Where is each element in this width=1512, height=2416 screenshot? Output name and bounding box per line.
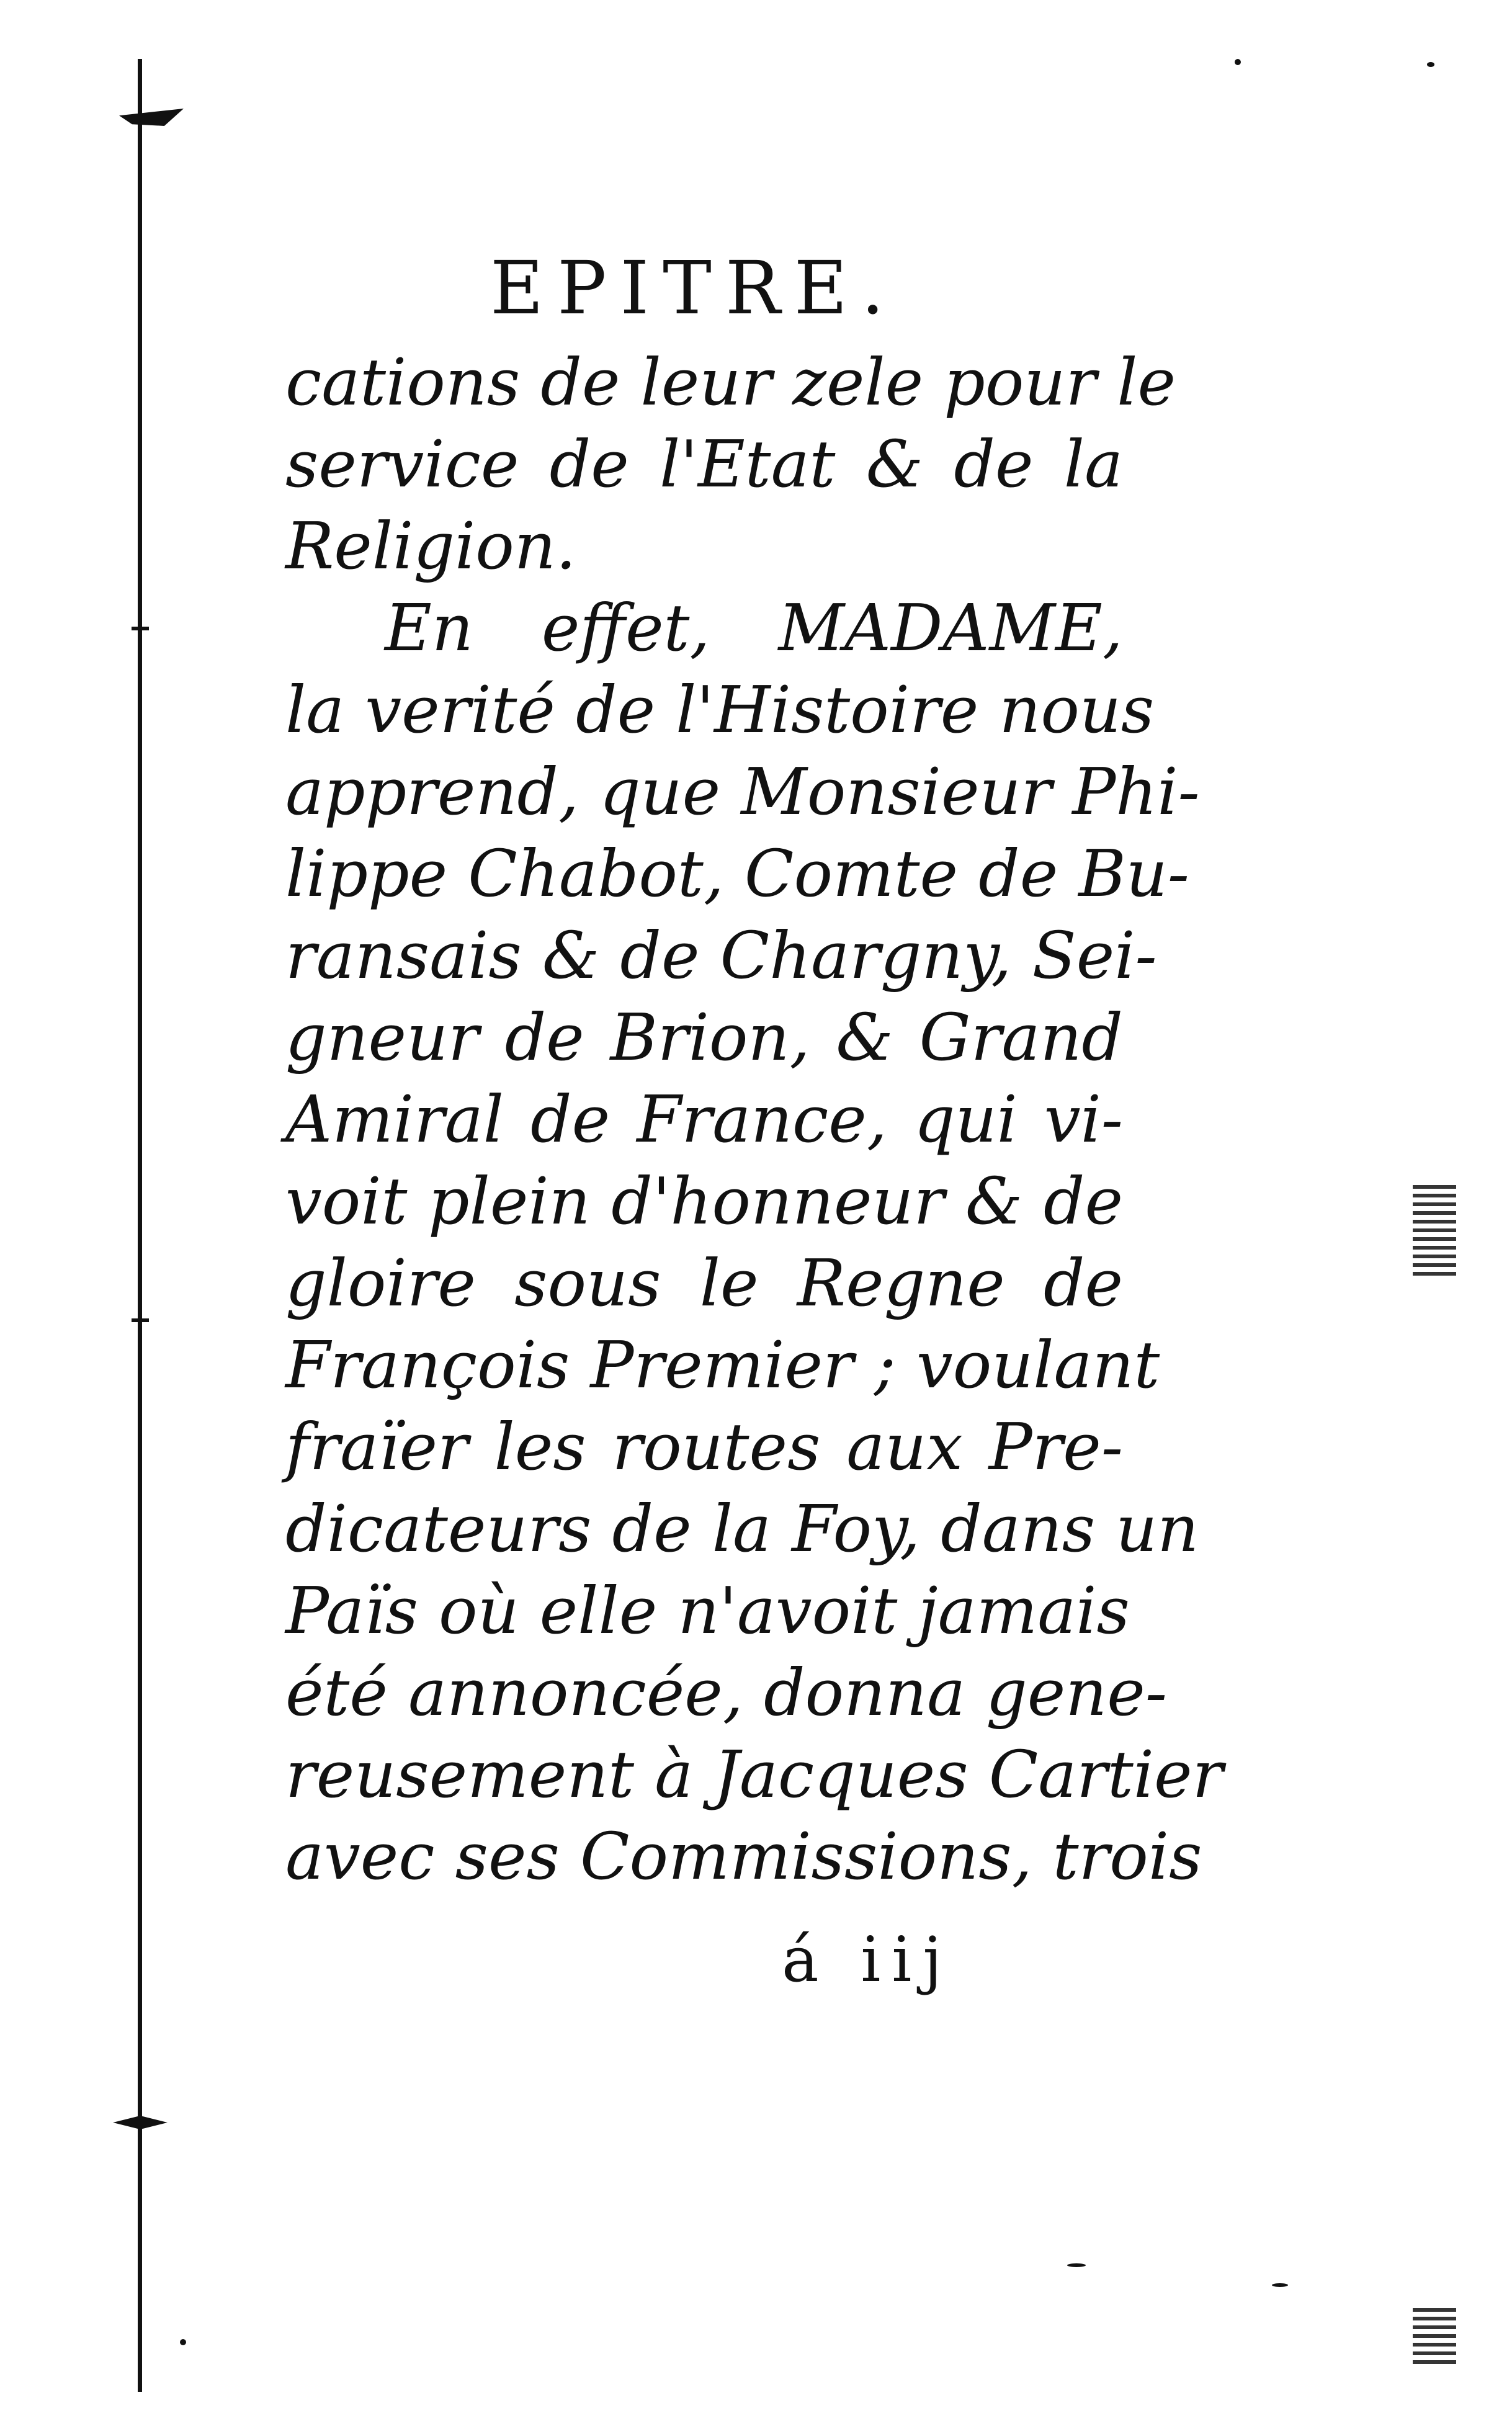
- scan-speck: [1272, 2283, 1288, 2287]
- text-line: François Premier ; voulant: [285, 1327, 1160, 1403]
- text-line: reusement à Jacques Cartier: [285, 1737, 1223, 1812]
- text-line: Païs où elle n'avoit jamais: [285, 1573, 1130, 1649]
- text-line: avec ses Commissions, trois: [285, 1819, 1202, 1894]
- binding-rule: [138, 59, 142, 2392]
- text-line: fraïer les routes aux Pre-: [285, 1409, 1123, 1485]
- text-line: En effet, MADAME,: [385, 590, 1123, 666]
- scan-speck: [1067, 2263, 1086, 2267]
- text-line: dicateurs de la Foy, dans un: [285, 1491, 1199, 1567]
- binding-tick: [132, 1318, 149, 1322]
- scan-speck: [180, 2339, 186, 2345]
- text-line: été annoncée, donna gene-: [285, 1655, 1167, 1730]
- text-line: gneur de Brion, & Grand: [285, 1000, 1123, 1075]
- scan-speck: [1235, 59, 1241, 65]
- binding-tick: [132, 627, 149, 630]
- text-line: gloire sous le Regne de: [285, 1245, 1123, 1321]
- edge-scan-noise: [1413, 2308, 1456, 2364]
- text-line: cations de leur zele pour le: [285, 344, 1176, 420]
- text-line: Amiral de France, qui vi-: [285, 1081, 1123, 1157]
- text-line: voit plein d'honneur & de: [285, 1163, 1123, 1239]
- edge-scan-noise: [1413, 1185, 1456, 1278]
- text-line: lippe Chabot, Comte de Bu-: [285, 836, 1189, 911]
- text-line: service de l'Etat & de la: [285, 426, 1123, 502]
- signature-mark: á iij: [782, 1923, 954, 1996]
- text-line: apprend, que Monsieur Phi-: [285, 754, 1200, 830]
- running-head: EPITRE.: [490, 245, 898, 331]
- text-line: la verité de l'Histoire nous: [285, 672, 1155, 748]
- text-line: Religion.: [285, 508, 576, 584]
- scan-speck: [1427, 62, 1434, 67]
- binding-ornament-top: [119, 109, 184, 126]
- text-line: ransais & de Chargny, Sei-: [285, 918, 1157, 993]
- binding-ornament-bottom: [113, 2116, 168, 2129]
